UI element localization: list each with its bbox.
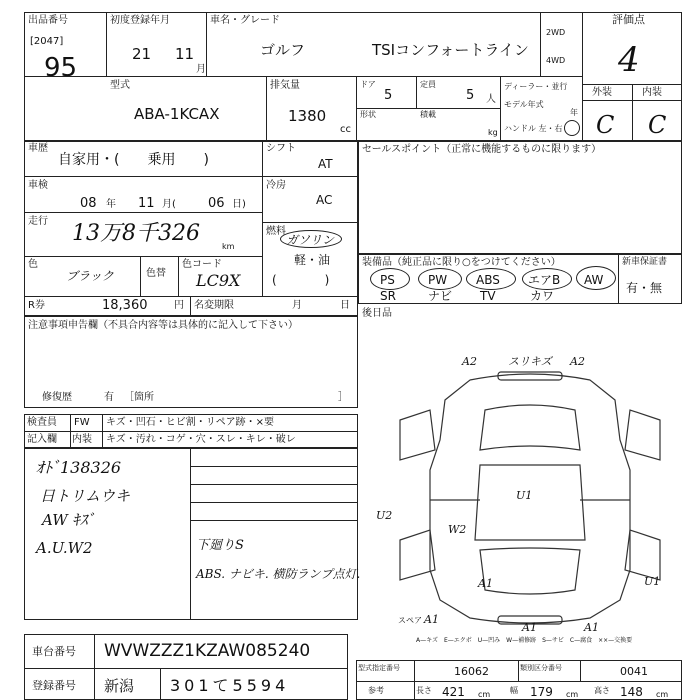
equip-pw-circle bbox=[418, 268, 462, 290]
note-line4: A.U.W2 bbox=[36, 539, 93, 557]
interior-value: C bbox=[648, 111, 667, 139]
inspection-year-unit: 年 bbox=[106, 199, 116, 210]
equip-ps: PS bbox=[380, 273, 395, 287]
color-code-label: 色コード bbox=[182, 259, 222, 270]
color-change-label: 色替 bbox=[146, 268, 166, 279]
model-label: 型式 bbox=[110, 80, 130, 91]
color-code: LC9X bbox=[196, 271, 241, 290]
doors-value: 5 bbox=[384, 88, 393, 103]
model-year-unit: 年 bbox=[570, 108, 578, 117]
equipment-label: 装備品（純正品に限り○をつけてください） bbox=[362, 257, 561, 268]
doors-label: ドア bbox=[360, 80, 376, 89]
inspector-label1: 検査員 bbox=[27, 417, 57, 428]
width-unit: cm bbox=[566, 690, 579, 699]
repair-close: ］ bbox=[338, 392, 348, 403]
engine-value: 1380 bbox=[288, 107, 327, 125]
equip-tv: TV bbox=[480, 289, 496, 303]
diag-u1-center: U1 bbox=[516, 489, 533, 502]
engine-unit: cc bbox=[340, 124, 351, 135]
sales-point-frame bbox=[358, 140, 682, 254]
car-grade: TSIコンフォートライン bbox=[372, 41, 529, 59]
repair-value: 有 bbox=[104, 392, 114, 403]
equip-navi: ナビ bbox=[428, 289, 453, 303]
capacity-label: 定員 bbox=[420, 80, 436, 89]
height-label: 高さ bbox=[594, 686, 610, 695]
category-label: 車歴 bbox=[28, 143, 48, 154]
handle-label: ハンドル 左・右 bbox=[504, 124, 563, 133]
mileage-value: 13万8千326 bbox=[72, 221, 200, 246]
designation-label: 型式指定番号 bbox=[358, 664, 400, 672]
inspection-year: 08 bbox=[80, 196, 97, 211]
inspection-month: 11 bbox=[138, 196, 155, 211]
equip-airbag-circle bbox=[522, 268, 572, 290]
lot-label: 出品番号 bbox=[28, 15, 68, 26]
plate-number: 301て5594 bbox=[170, 676, 290, 695]
repair-label: 修復歴 bbox=[42, 392, 72, 403]
registration-month-unit: 月 bbox=[196, 64, 206, 75]
fuel-paren: ( ) bbox=[272, 273, 330, 287]
equip-sr: SR bbox=[380, 289, 396, 303]
note-line2: 日トリムウキ bbox=[40, 487, 131, 505]
later-items-label: 後日品 bbox=[362, 308, 392, 319]
height-unit: cm bbox=[656, 690, 669, 699]
inspection-month-unit: 月( bbox=[162, 199, 176, 210]
fuel-gas-circle bbox=[280, 230, 342, 248]
mileage-unit: km bbox=[222, 242, 235, 251]
note-line6: ABS. ナビキ. 横防ランプ点灯. bbox=[196, 567, 361, 581]
aircon-label: 冷房 bbox=[266, 180, 286, 191]
diagram-legend: A—キズ E—エクボ U—凹み W—補修跡 S—サビ C—腐食 ××—交換要 bbox=[416, 637, 633, 644]
registration-year: 21 bbox=[132, 45, 152, 63]
diag-u1-right: U1 bbox=[644, 575, 661, 588]
new-car-value: 有・無 bbox=[626, 281, 663, 295]
load-unit: kg bbox=[488, 128, 498, 137]
model-value: ABA-1KCAX bbox=[134, 105, 220, 123]
car-label: 車名・グレード bbox=[210, 15, 280, 26]
exterior-label: 外装 bbox=[592, 87, 612, 98]
diag-a1-center: A1 bbox=[522, 621, 537, 634]
width-label: 幅 bbox=[510, 686, 518, 695]
new-car-label: 新車保証書 bbox=[622, 257, 668, 267]
type-label: 類別区分番号 bbox=[520, 664, 562, 672]
diag-a1-left: A1 bbox=[424, 613, 439, 626]
inspection-day-unit: 日) bbox=[232, 199, 246, 210]
score-header: 評価点 bbox=[612, 13, 645, 26]
shift-value: AT bbox=[318, 157, 333, 171]
lot-number: 95 bbox=[44, 53, 78, 83]
length-label: 長さ bbox=[416, 686, 432, 695]
height-value: 148 bbox=[620, 685, 643, 699]
shape-label: 形状 bbox=[360, 110, 376, 119]
length-value: 421 bbox=[442, 685, 465, 699]
inspector-code2: 内装 bbox=[72, 434, 92, 445]
recycle-unit: 円 bbox=[174, 300, 184, 311]
inspector-label2: 記入欄 bbox=[27, 434, 57, 445]
chassis-label: 車台番号 bbox=[32, 645, 76, 658]
diag-scratch: スリキズ bbox=[508, 355, 552, 368]
note-line1: ｵﾄﾞ138326 bbox=[36, 458, 122, 477]
top-frame bbox=[24, 12, 682, 142]
chassis-value: WVWZZZ1KZAW085240 bbox=[104, 641, 311, 661]
note-line3: AW ｷｽﾞ bbox=[42, 511, 95, 529]
registration-month: 11 bbox=[175, 45, 195, 63]
equip-leather: カワ bbox=[530, 289, 555, 303]
plate-label: 登録番号 bbox=[32, 679, 76, 692]
car-name: ゴルフ bbox=[260, 41, 306, 59]
length-unit: cm bbox=[478, 690, 491, 699]
interior-label: 内装 bbox=[642, 87, 662, 98]
plate-region: 新潟 bbox=[104, 677, 135, 695]
diag-u2: U2 bbox=[376, 509, 393, 522]
recycle-value: 18,360 bbox=[102, 298, 148, 313]
exterior-value: C bbox=[596, 111, 615, 139]
equip-aw-circle bbox=[576, 266, 616, 290]
aircon-value: AC bbox=[316, 193, 333, 207]
lot-sub: [2047] bbox=[30, 36, 64, 47]
inspection-day: 06 bbox=[208, 196, 225, 211]
diag-a2-left: A2 bbox=[462, 355, 477, 368]
recycle-label: R券 bbox=[28, 300, 45, 311]
diag-a2-right: A2 bbox=[570, 355, 585, 368]
width-value: 179 bbox=[530, 685, 553, 699]
diag-a1-rear: A1 bbox=[478, 577, 493, 590]
equip-aw: AW bbox=[584, 273, 604, 287]
warning-label: 注意事項申告欄（不具合内容等は具体的に記入して下さい） bbox=[28, 320, 298, 331]
equip-abs: ABS bbox=[476, 273, 500, 287]
name-change-month: 月 bbox=[292, 300, 302, 311]
fuel-diesel: 軽・油 bbox=[294, 253, 331, 267]
sales-point-label: セールスポイント（正常に機能するものに限ります） bbox=[362, 144, 602, 155]
drive-4wd: 4WD bbox=[546, 56, 566, 65]
handle-right-circle bbox=[564, 120, 580, 136]
drive-2wd: 2WD bbox=[546, 28, 566, 37]
capacity-unit: 人 bbox=[486, 94, 496, 105]
diag-spare: スペア bbox=[398, 616, 422, 625]
dealer-label: ディーラー・並行 bbox=[504, 82, 568, 91]
category-value: 自家用・( 乗用 ) bbox=[58, 152, 209, 168]
capacity-value: 5 bbox=[466, 88, 475, 103]
type-value: 0041 bbox=[620, 665, 648, 678]
engine-label: 排気量 bbox=[270, 80, 300, 91]
model-year-label: モデル年式 bbox=[504, 100, 544, 109]
specs-ref: 参考 bbox=[368, 686, 384, 695]
load-label: 積載 bbox=[420, 110, 436, 119]
name-change-label: 名変期限 bbox=[194, 300, 234, 311]
name-change-day: 日 bbox=[340, 300, 350, 311]
equip-abs-circle bbox=[466, 268, 516, 290]
registration-label: 初度登録年月 bbox=[110, 15, 170, 26]
inspection-label: 車検 bbox=[28, 180, 48, 191]
equip-airbag: エアB bbox=[528, 273, 561, 287]
color-value: ブラック bbox=[66, 269, 114, 283]
inspector-row1: キズ・凹石・ヒビ割・リペア跡・×要 bbox=[106, 417, 274, 428]
repair-place: ［箇所 bbox=[124, 392, 154, 403]
mileage-label: 走行 bbox=[28, 216, 48, 227]
diag-w2: W2 bbox=[448, 523, 467, 536]
inspector-code1: FW bbox=[74, 417, 90, 428]
equip-ps-circle bbox=[370, 268, 410, 290]
diag-a1-right: A1 bbox=[584, 621, 599, 634]
equip-pw: PW bbox=[428, 273, 448, 287]
fuel-gas: ガソリン bbox=[286, 233, 335, 247]
shift-label: シフト bbox=[266, 143, 296, 154]
fuel-label: 燃料 bbox=[266, 226, 286, 237]
color-label: 色 bbox=[28, 259, 38, 270]
inspector-row2: キズ・汚れ・コゲ・穴・スレ・キレ・破レ bbox=[106, 434, 296, 445]
score-value: 4 bbox=[618, 40, 640, 80]
designation-value: 16062 bbox=[454, 665, 489, 678]
note-line5: 下廻りS bbox=[196, 538, 244, 553]
